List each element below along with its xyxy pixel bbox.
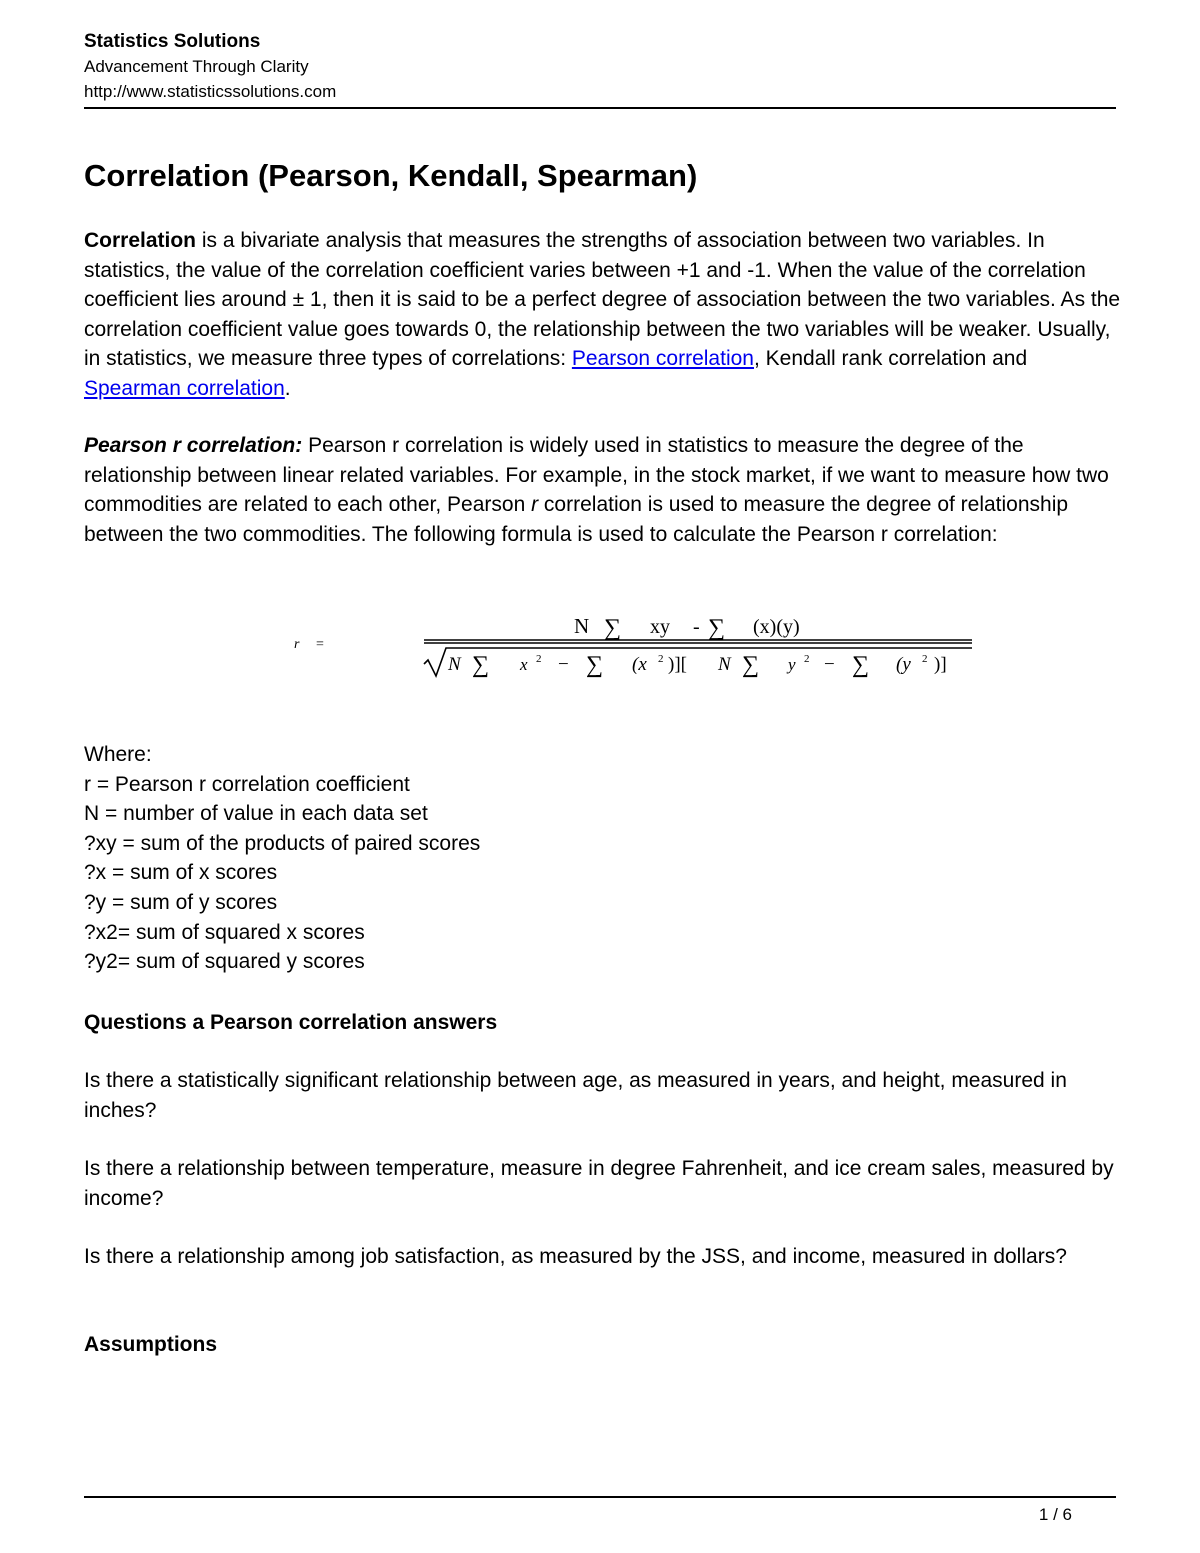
header-title: Statistics Solutions <box>84 31 261 52</box>
where-item: ?x2= sum of squared x scores <box>84 920 365 944</box>
pearson-text-1: Pearson r correlation is widely used in statistics to measure the degree of the relationship between linear related variables. For example, in the stock market, if we want to measure how two commodities are related to each other, Pearson <box>84 434 1109 517</box>
formula-den-x-sup: 2 <box>536 653 542 665</box>
formula-den-minus-2: − <box>824 654 835 675</box>
formula-den-y2-sup: 2 <box>922 653 928 665</box>
where-item: r = Pearson r correlation coefficient <box>84 772 410 796</box>
footer-divider <box>84 1496 1116 1498</box>
intro-text-2: , Kendall rank correlation and <box>753 347 1028 371</box>
header-tagline: Advancement Through Clarity <box>84 57 309 76</box>
formula-den-x: x <box>520 655 528 674</box>
formula-den-minus-1: − <box>558 654 569 675</box>
formula-num-xy-product: (x)(y) <box>753 616 800 638</box>
where-item: ?y = sum of y scores <box>84 890 278 914</box>
formula-equals: = <box>316 637 324 652</box>
formula-num-sigma-2: ∑ <box>708 615 726 641</box>
formula-den-final: )] <box>934 654 947 675</box>
header-divider <box>84 107 1116 109</box>
formula-num-N: N <box>574 614 590 638</box>
spearman-correlation-link[interactable]: Spearman correlation <box>84 376 285 400</box>
formula-den-N2: N <box>718 654 731 675</box>
where-list <box>84 740 480 977</box>
formula-den-y-paren: (y <box>896 654 911 675</box>
where-item: ?x = sum of x scores <box>84 861 278 885</box>
questions-heading: Questions a Pearson correlation answers <box>84 1011 498 1034</box>
intro-text-1: is a bivariate analysis that measures the strengths of association between two variables. In statistics, the value of the correlation coefficient varies between +1 and -1. When the value of the correlation coefficient lies around ± 1, then it is said to be a perfect degree of association between the two variables. As the correlation coefficient value goes towards 0, the relationship between the two variables will be weaker. Usually, in statistics, we measure three types of correlations: <box>84 229 1121 371</box>
page-number: 1 / 6 <box>1038 1505 1072 1524</box>
where-item: ?xy = sum of the products of paired scores <box>84 831 481 855</box>
formula-num-sigma-1: ∑ <box>604 615 622 641</box>
page-title: Correlation (Pearson, Kendall, Spearman) <box>84 158 698 193</box>
header-url: http://www.statisticssolutions.com <box>84 82 337 101</box>
formula-num-minus: - <box>693 616 700 638</box>
page-header <box>84 30 336 104</box>
formula-r: r <box>294 637 300 652</box>
formula-den-y-sup: 2 <box>804 653 810 665</box>
intro-paragraph <box>84 226 1124 404</box>
formula-den-sigma-4: ∑ <box>852 652 870 678</box>
pearson-correlation-link[interactable]: Pearson correlation <box>571 347 754 371</box>
formula-den-x-paren: (x <box>632 654 647 675</box>
where-item: ?y2= sum of squared y scores <box>84 950 365 974</box>
formula-den-y: y <box>788 655 796 674</box>
formula-sqrt-sign <box>424 648 972 676</box>
intro-text-3: . <box>284 376 291 400</box>
question-item: Is there a statistically significant relationship between age, as measured in years, and height, measured in inches? <box>84 1069 1067 1122</box>
pearson-text-2: correlation is used to measure the degree of relationship between the two commodities. The following formula is used to calculate the Pearson r correlation: <box>84 493 1069 546</box>
where-item: N = number of value in each data set <box>84 802 428 826</box>
formula-den-sigma-3: ∑ <box>742 652 760 678</box>
pearson-paragraph <box>84 431 1124 549</box>
question-item: Is there a relationship among job satisfaction, as measured by the JSS, and income, measured in dollars? <box>84 1245 1067 1268</box>
formula-den-N1: N <box>448 654 461 675</box>
formula-den-sigma-1: ∑ <box>472 652 490 678</box>
intro-lead: Correlation <box>84 229 197 252</box>
pearson-r-italic: r <box>531 493 539 517</box>
pearson-lead: Pearson r correlation: <box>84 434 303 457</box>
formula-den-close: )][ <box>668 654 687 675</box>
pearson-formula <box>288 604 947 694</box>
formula-den-sigma-2: ∑ <box>586 652 604 678</box>
question-item: Is there a relationship between temperature, measure in degree Fahrenheit, and ice cream sales, measured by income? <box>84 1157 1114 1210</box>
formula-den-x2-sup: 2 <box>658 653 664 665</box>
assumptions-heading: Assumptions <box>84 1333 218 1356</box>
formula-num-xy: xy <box>650 616 670 638</box>
where-label: Where: <box>84 743 152 766</box>
